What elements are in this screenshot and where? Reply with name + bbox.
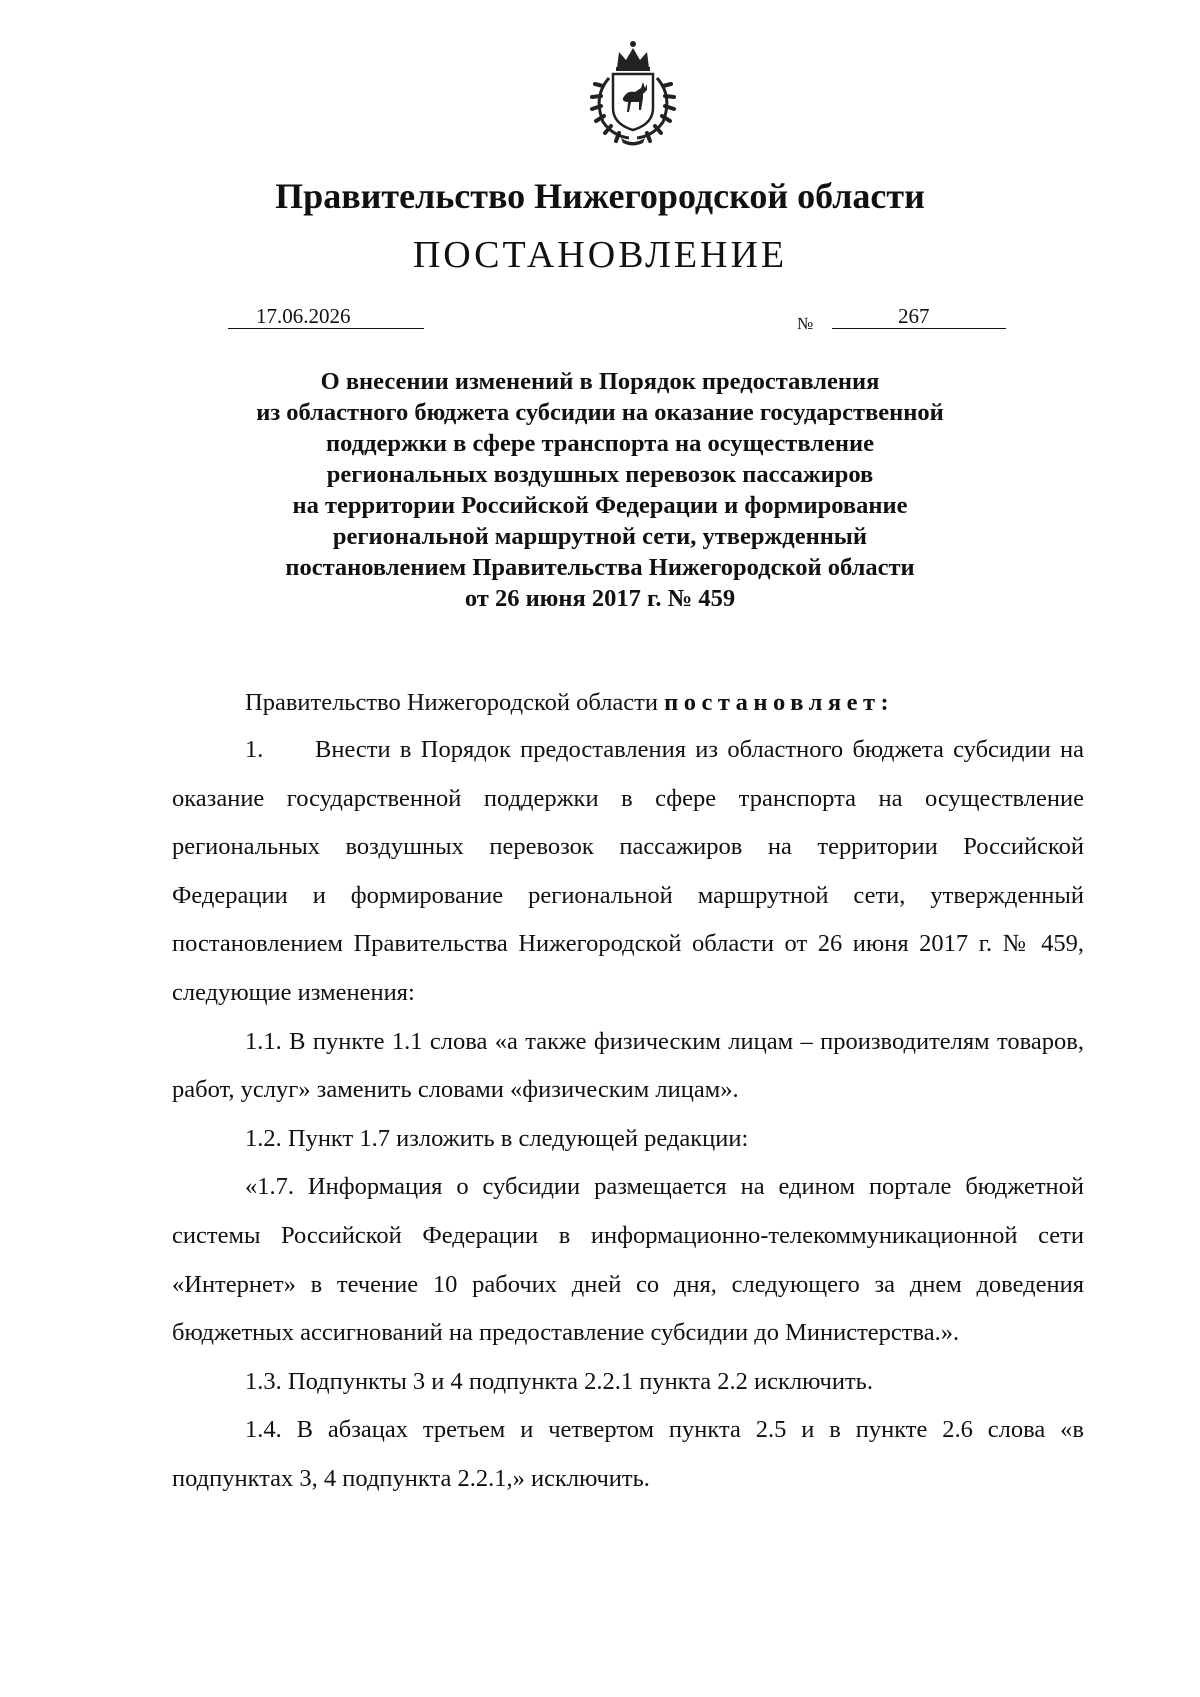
title-line: постановлением Правительства Нижегородской области — [285, 554, 915, 581]
title-line: на территории Российской Федерации и формирование — [292, 492, 908, 519]
enacting-clause-text: Правительство Нижегородской области — [245, 689, 665, 716]
coat-of-arms-icon — [573, 38, 693, 146]
government-name: Правительство Нижегородской области — [275, 176, 925, 216]
paragraph-1-1: 1.1. В пункте 1.1 слова «а также физическим лицам – производителям товаров, работ, услуг» заменить словами «физическим лицам». — [172, 1027, 1084, 1104]
decree-body — [172, 726, 1084, 1504]
paragraph-1 — [172, 726, 1084, 1018]
title-line: от 26 июня 2017 г. № 459 — [464, 585, 736, 612]
number-label: № — [797, 314, 814, 333]
enacting-clause — [245, 688, 894, 718]
title-line: региональных воздушных перевозок пассажиров — [326, 461, 874, 488]
paragraph-1-4: 1.4. В абзацах третьем и четвертом пункта 2.5 и в пункте 2.6 слова «в подпунктах 3, 4 подпункта 2.2.1,» исключить. — [172, 1416, 1084, 1492]
paragraph-1-3: 1.3. Подпункты 3 и 4 подпункта 2.2.1 пункта 2.2 исключить. — [245, 1367, 873, 1395]
enacting-clause-verb: постановляет: — [664, 689, 895, 716]
document-type: ПОСТАНОВЛЕНИЕ — [412, 234, 788, 276]
title-line: региональной маршрутной сети, утвержденный — [332, 523, 868, 550]
paragraph-1-number: 1. — [245, 736, 264, 763]
decree-number: 267 — [832, 304, 1006, 329]
paragraph-1-2-quote: «1.7. Информация о субсидии размещается на едином портале бюджетной системы Российской Федерации в информационно-телекоммуникационной сети «Интернет» в течение 10 рабочих дней со дня, следующего за днем доведения бюджетных ассигнований на предоставление субсидии до Министерства.». — [172, 1173, 1084, 1347]
paragraph-1-2: 1.2. Пункт 1.7 изложить в следующей редакции: — [245, 1124, 749, 1152]
decree-title — [160, 366, 1040, 614]
title-line: из областного бюджета субсидии на оказание государственной — [256, 399, 944, 426]
title-line: О внесении изменений в Порядок предоставления — [320, 368, 880, 395]
decree-date: 17.06.2026 — [228, 304, 424, 329]
title-line: поддержки в сфере транспорта на осуществление — [326, 430, 874, 457]
paragraph-1-text: Внести в Порядок предоставления из областного бюджета субсидии на оказание государственной поддержки в сфере транспорта на осуществление региональных воздушных перевозок пассажиров на территории Российской Федерации и формирование региональной маршрутной сети, утвержденный постановлением Правительства Нижегородской области от 26 июня 2017 г. № 459, следующие изменения: — [172, 736, 1084, 1006]
